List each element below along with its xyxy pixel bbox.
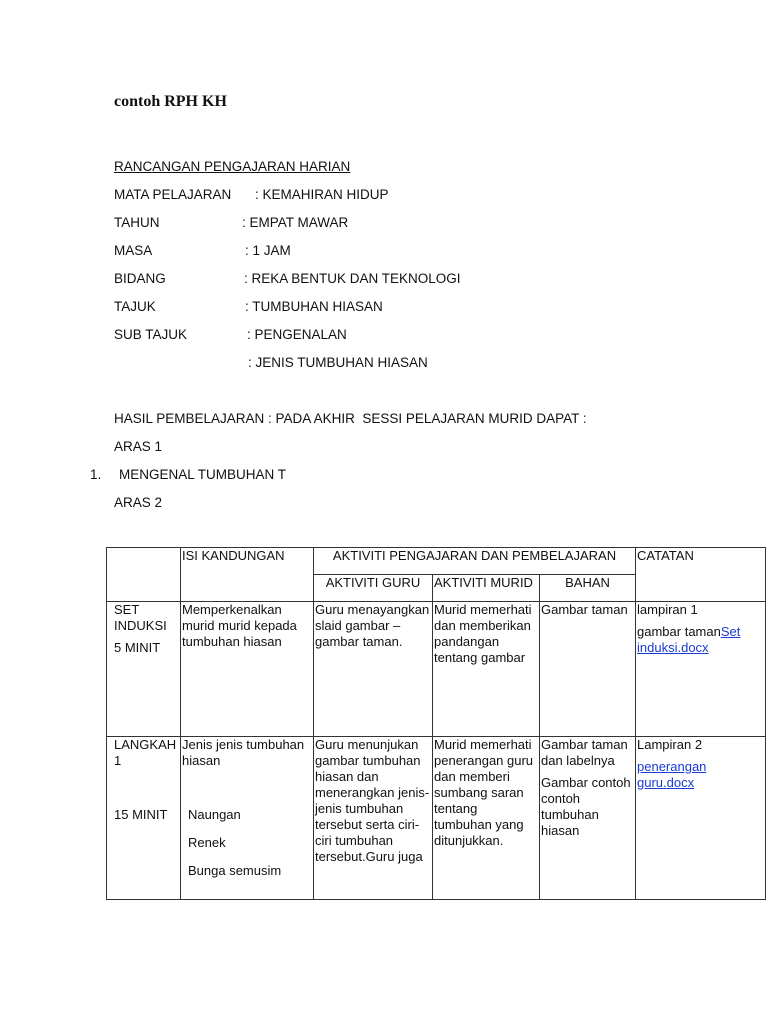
- murid-cell: Murid memerhati penerangan guru dan memberi sumbang saran tentang tumbuhan yang ditunjukkan.: [433, 737, 540, 900]
- field-label: BIDANG: [114, 271, 166, 286]
- stage-time: 5 MINIT: [114, 640, 161, 655]
- field-value: : PENGENALAN: [247, 327, 347, 342]
- header-catatan: CATATAN: [636, 548, 766, 602]
- header-cell-stage: [107, 548, 181, 602]
- stage-name: LANGKAH 1: [114, 737, 177, 768]
- header-isi-kandungan: ISI KANDUNGAN: [181, 548, 314, 602]
- catatan-text: [637, 624, 764, 656]
- field-value: : 1 JAM: [245, 243, 291, 258]
- field-value: : JENIS TUMBUHAN HIASAN: [248, 355, 428, 370]
- list-item-text: MENGENAL TUMBUHAN T: [119, 467, 287, 482]
- table-row: [107, 602, 766, 737]
- guru-cell: Guru menunjukan gambar tumbuhan hiasan dan menerangkan jenis-jenis tumbuhan tersebut serta ciri-ciri tumbuhan tersebut.Guru juga: [314, 737, 433, 900]
- field-value: : EMPAT MAWAR: [242, 215, 349, 230]
- lesson-plan-table: [106, 547, 766, 900]
- aras-2-label: ARAS 2: [114, 495, 163, 510]
- learning-outcome: HASIL PEMBELAJARAN : PADA AKHIR SESSI PELAJARAN MURID DAPAT :: [114, 411, 587, 426]
- bahan-cell: [540, 737, 636, 900]
- murid-cell: Murid memerhati dan memberikan pandangan tentang gambar: [433, 602, 540, 737]
- catatan-caption: gambar taman: [637, 624, 721, 639]
- catatan-cell: [636, 602, 766, 737]
- catatan-note: lampiran 1: [637, 602, 698, 617]
- guru-cell: Guru menayangkan slaid gambar – gambar taman.: [314, 602, 433, 737]
- list-item-number: 1.: [90, 467, 102, 482]
- field-label: TAJUK: [114, 299, 156, 314]
- document-title: contoh RPH KH: [114, 93, 227, 110]
- field-value: : KEMAHIRAN HIDUP: [255, 187, 389, 202]
- header-aktiviti-guru: AKTIVITI GURU: [314, 575, 433, 602]
- stage-time: 15 MINIT: [114, 807, 168, 822]
- isi-text: Jenis jenis tumbuhan hiasan: [182, 737, 305, 768]
- bahan-cell: Gambar taman: [540, 602, 636, 737]
- penerangan-guru-link[interactable]: penerangan guru.docx: [637, 759, 707, 790]
- set-induksi-link[interactable]: Set induksi.docx: [637, 624, 741, 655]
- header-aktiviti: AKTIVITI PENGAJARAN DAN PEMBELAJARAN: [314, 548, 636, 575]
- field-label: SUB TAJUK: [114, 327, 188, 342]
- field-value: : REKA BENTUK DAN TEKNOLOGI: [244, 271, 461, 286]
- table-header-row: [107, 548, 766, 575]
- catatan-note: Lampiran 2: [637, 737, 703, 752]
- plan-heading: RANCANGAN PENGAJARAN HARIAN: [114, 159, 351, 174]
- field-label: TAHUN: [114, 215, 160, 230]
- list-item: Bunga semusim: [188, 863, 282, 878]
- list-item: Naungan: [188, 807, 241, 822]
- header-aktiviti-murid: AKTIVITI MURID: [433, 575, 540, 602]
- stage-name: SET INDUKSI: [114, 602, 167, 633]
- bahan-item: Gambar contoh contoh tumbuhan hiasan: [541, 775, 631, 838]
- bahan-item: Gambar taman dan labelnya: [541, 737, 628, 768]
- field-label: MASA: [114, 243, 153, 258]
- isi-cell: Memperkenalkan murid murid kepada tumbuhan hiasan: [181, 602, 314, 737]
- header-bahan: BAHAN: [540, 575, 636, 602]
- field-label: MATA PELAJARAN: [114, 187, 232, 202]
- field-value: : TUMBUHAN HIASAN: [245, 299, 383, 314]
- stage-cell: [107, 737, 181, 900]
- table-row: [107, 737, 766, 900]
- catatan-cell: [636, 737, 766, 900]
- list-item: Renek: [188, 835, 226, 850]
- aras-1-label: ARAS 1: [114, 439, 163, 454]
- stage-cell: [107, 602, 181, 737]
- isi-cell: [181, 737, 314, 900]
